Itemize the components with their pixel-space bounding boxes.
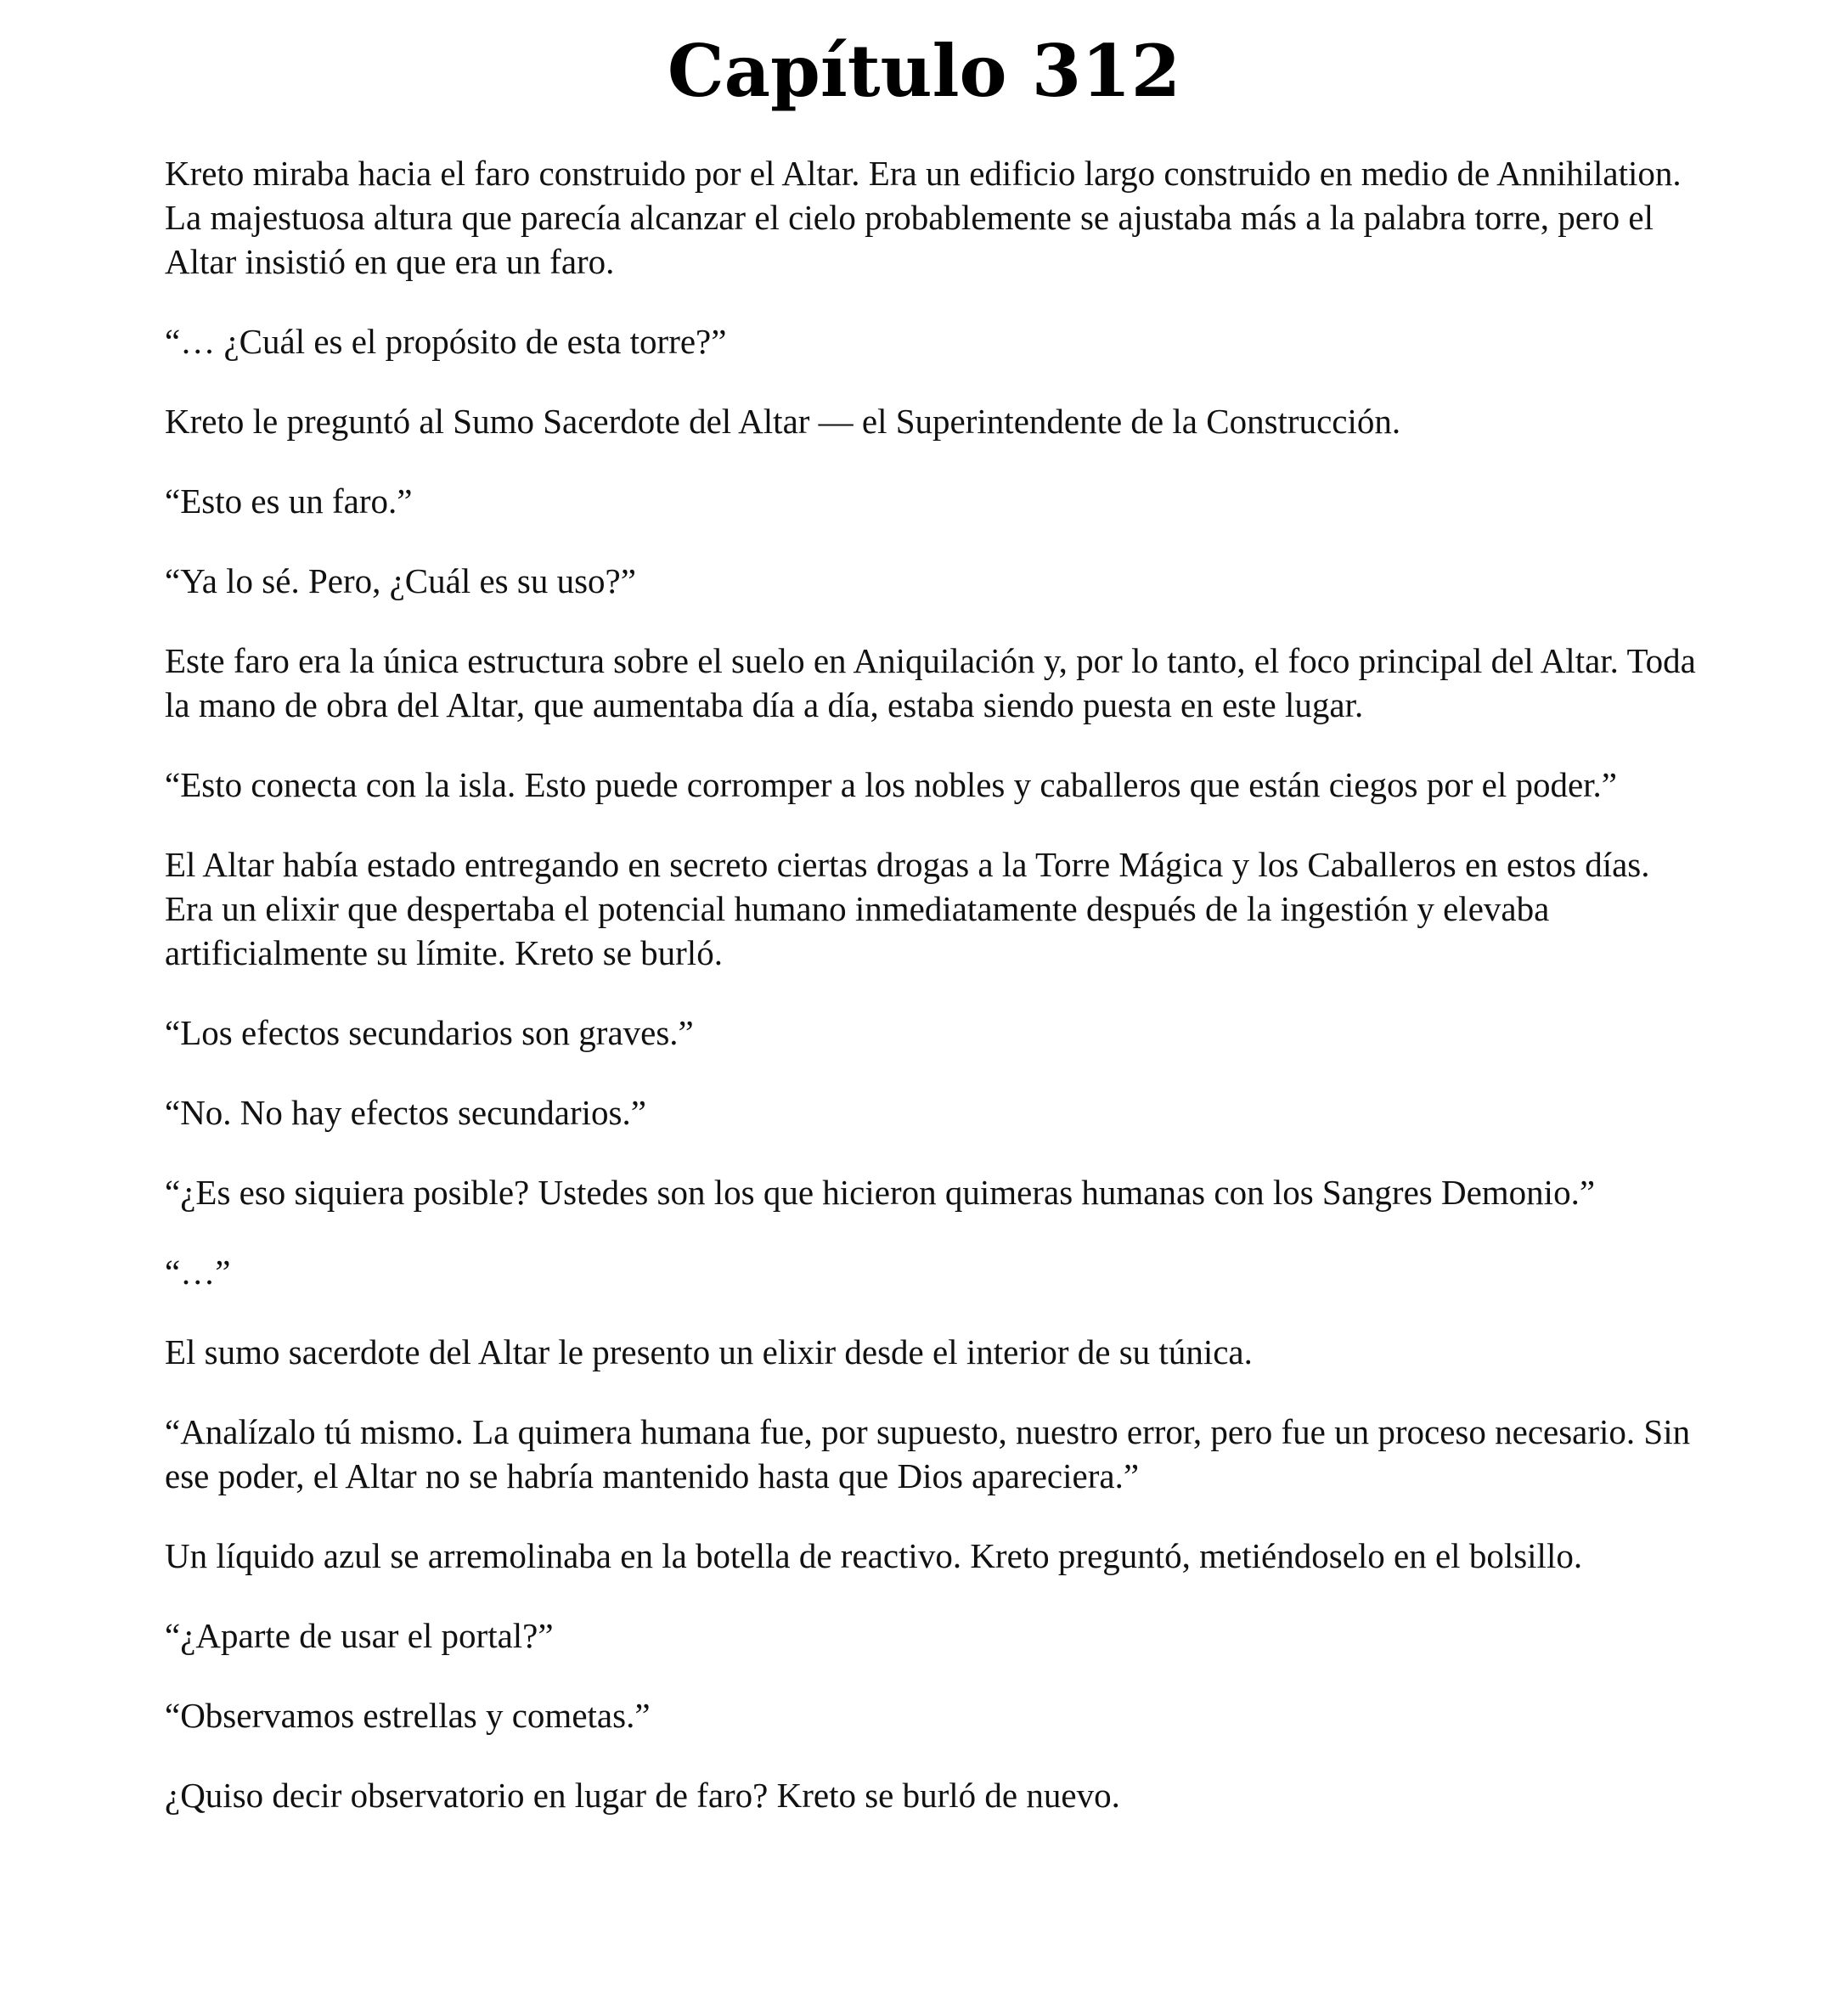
paragraph: “Esto es un faro.”	[165, 481, 413, 521]
paragraph: “Ya lo sé. Pero, ¿Cuál es su uso?”	[165, 561, 636, 600]
paragraph: Un líquido azul se arremolinaba en la botella de reactivo. Kreto preguntó, metiéndoselo en el bolsillo.	[165, 1536, 1583, 1575]
paragraph: Kreto le preguntó al Sumo Sacerdote del Altar — el Superintendente de la Construcción.	[165, 402, 1401, 441]
paragraph: “…”	[165, 1253, 231, 1292]
paragraph: “Observamos estrellas y cometas.”	[165, 1696, 651, 1735]
paragraph: Este faro era la única estructura sobre el suelo en Aniquilación y, por lo tanto, el foco principal del Altar. Toda la mano de obra del Altar, que aumentaba día a día, estaba siendo puesta en este lugar.	[165, 641, 1696, 724]
paragraph: ¿Quiso decir observatorio en lugar de faro? Kreto se burló de nuevo.	[165, 1776, 1120, 1815]
paragraph: “Esto conecta con la isla. Esto puede corromper a los nobles y caballeros que están ciegos por el poder.”	[165, 765, 1618, 804]
paragraph: “¿Es eso siquiera posible? Ustedes son los que hicieron quimeras humanas con los Sangres Demonio.”	[165, 1173, 1596, 1212]
paragraph: “No. No hay efectos secundarios.”	[165, 1093, 646, 1132]
chapter-title: Capítulo 312	[667, 29, 1181, 113]
paragraph: El Altar había estado entregando en secreto ciertas drogas a la Torre Mágica y los Caballeros en estos días. Era un elixir que despertaba el potencial humano inmediatamente después de la ingestión y elevaba artificialmente su límite. Kreto se burló.	[165, 845, 1650, 972]
paragraph: “¿Aparte de usar el portal?”	[165, 1616, 554, 1655]
paragraph: “… ¿Cuál es el propósito de esta torre?”	[165, 322, 727, 361]
paragraph: “Analízalo tú mismo. La quimera humana fue, por supuesto, nuestro error, pero fue un proceso necesario. Sin ese poder, el Altar no se habría mantenido hasta que Dios apareciera.”	[165, 1412, 1691, 1495]
chapter-body	[165, 151, 1702, 1853]
paragraph: El sumo sacerdote del Altar le presento un elixir desde el interior de su túnica.	[165, 1332, 1253, 1371]
paragraph: Kreto miraba hacia el faro construido por el Altar. Era un edificio largo construido en medio de Annihilation. La majestuosa altura que parecía alcanzar el cielo probablemente se ajustaba más a la palabra torre, pero el Altar insistió en que era un faro.	[165, 154, 1682, 281]
paragraph: “Los efectos secundarios son graves.”	[165, 1013, 694, 1052]
